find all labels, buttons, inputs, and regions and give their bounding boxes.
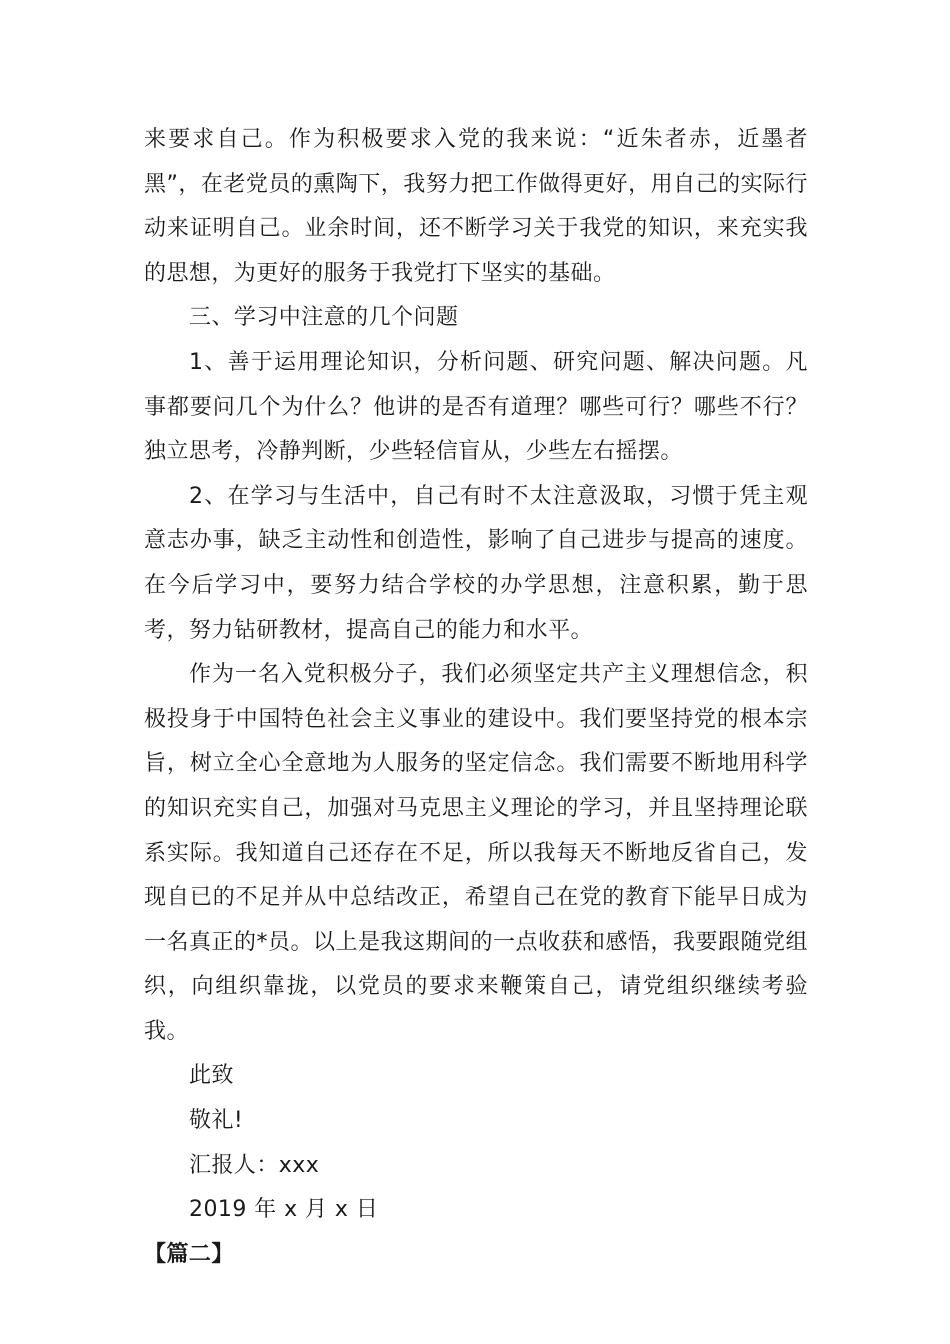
reporter-name: 汇报人：xxx [189, 1152, 320, 1178]
paragraph-continuation: 来要求自己。作为积极要求入党的我来说：“近朱者赤，近墨者黑”，在老党员的熏陶下，我努力把工作做得更好，用自己的实际行动来证明自己。业余时间，还不断学习关于我党的知识，来充实我的思想，为更好的服务于我党打下坚实的基础。 [144, 127, 808, 286]
closing-regards: 敬礼! [189, 1108, 244, 1134]
paragraph-conclusion: 作为一名入党积极分子，我们必须坚定共产主义理想信念，积极投身于中国特色社会主义事业的建设中。我们要坚持党的根本宗旨，树立全心全意地为人服务的坚定信念。我们需要不断地用科学的知识充实自己，加强对马克思主义理论的学习，并且坚持理论联系实际。我知道自己还存在不足，所以我每天不断地反省自己，发现自已的不足并从中总结改正，希望自己在党的教育下能早日成为一名真正的*员。以上是我这期间的一点收获和感悟，我要跟随党组织，向组织靠拢，以党员的要求来鞭策自己，请党组织继续考验我。 [144, 662, 808, 1044]
next-section-heading: 【篇二】 [144, 1241, 234, 1267]
list-item-two: 2、在学习与生活中，自己有时不太注意汲取，习惯于凭主观意志办事，缺乏主动性和创造性，影响了自己进步与提高的速度。在今后学习中，要努力结合学校的办学思想，注意积累，勤于思考，努力钻研教材，提高自己的能力和水平。 [144, 483, 808, 643]
closing-salutation: 此致 [189, 1063, 234, 1089]
section-heading-three: 三、学习中注意的几个问题 [189, 305, 459, 331]
list-item-one: 1、善于运用理论知识，分析问题、研究问题、解决问题。凡事都要问几个为什么？他讲的是否有道理？哪些可行？哪些不行？独立思考，冷静判断，少些轻信盲从，少些左右摇摆。 [144, 349, 808, 465]
report-date: 2019 年 x 月 x 日 [189, 1197, 379, 1223]
document-body [144, 118, 808, 1277]
